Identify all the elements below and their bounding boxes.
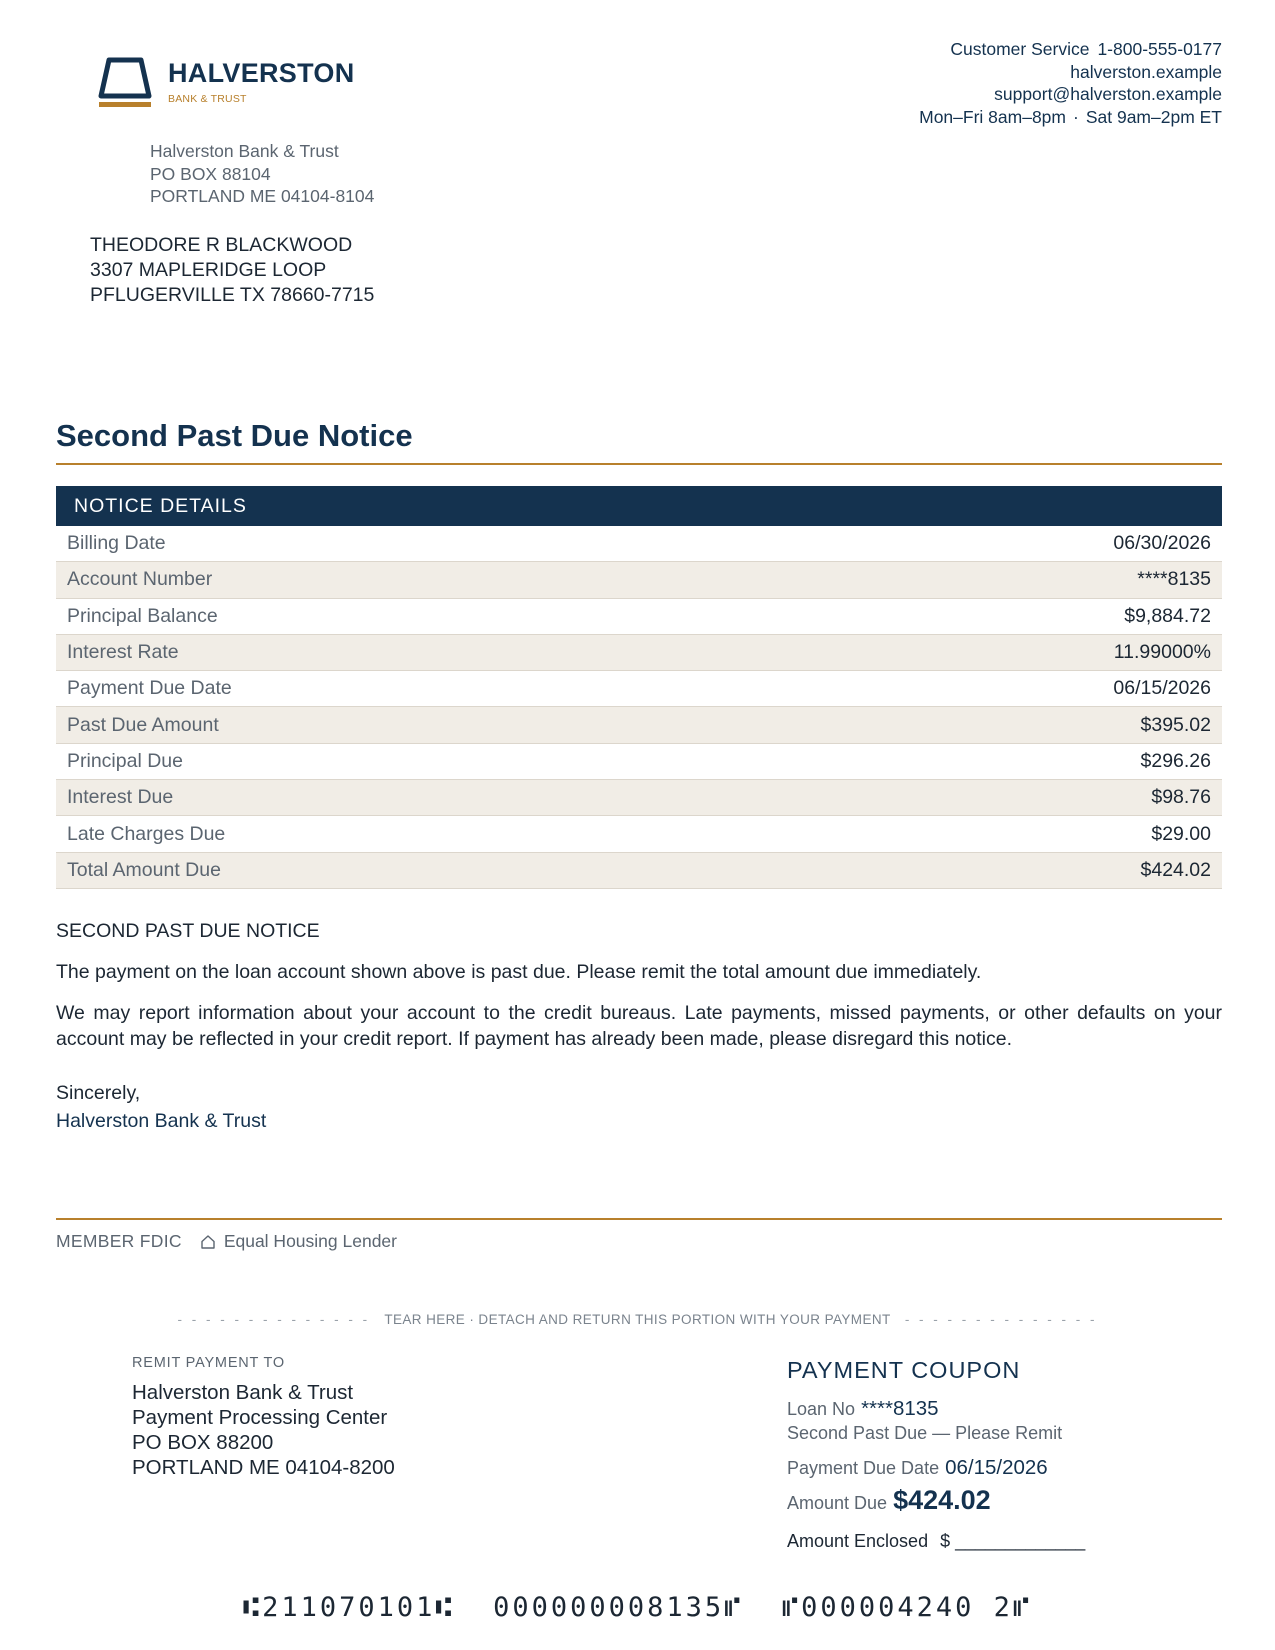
row-value: 06/15/2026: [1113, 677, 1211, 700]
row-value: $395.02: [1140, 713, 1211, 736]
coupon-due-label: Payment Due Date: [787, 1458, 940, 1478]
tear-text: [384, 1312, 890, 1327]
coupon-amount-value: $424.02: [893, 1485, 991, 1515]
tear-dashes: - - - - - - - - - - - - - -: [904, 1312, 1098, 1327]
table-row: [56, 707, 1222, 743]
page-title: Second Past Due Notice: [56, 418, 413, 453]
bank-logo-icon: [97, 56, 153, 112]
remit-label: REMIT PAYMENT TO: [132, 1355, 285, 1371]
tear-line: [0, 1312, 1275, 1327]
tear-instruction: DETACH AND RETURN THIS PORTION WITH YOUR PAYMENT: [478, 1312, 891, 1327]
row-label: Billing Date: [67, 532, 166, 555]
row-label: Account Number: [67, 568, 213, 591]
notice-details-heading: NOTICE DETAILS: [56, 486, 1222, 526]
tear-label: TEAR HERE: [384, 1312, 466, 1327]
table-row: [56, 853, 1222, 889]
equal-housing-label: Equal Housing Lender: [223, 1231, 397, 1251]
hours-saturday: Sat 9am–2pm ET: [1085, 106, 1222, 127]
return-address-line: PO BOX 88104: [150, 163, 271, 184]
coupon-due-value: 06/15/2026: [945, 1456, 1048, 1479]
table-row: [56, 599, 1222, 635]
contact-block: [722, 38, 1222, 128]
notice-details-table: [56, 486, 1222, 889]
body-paragraph: We may report information about your account to the credit bureaus. Late payments, missed payments, or other defaults on your account may be reflected in your credit report. If payment has already been made, please disregard this notice.: [56, 1002, 1222, 1050]
row-label: Total Amount Due: [67, 858, 221, 881]
table-row: [56, 562, 1222, 598]
customer-service-label: Customer Service: [950, 39, 1090, 59]
row-value: $424.02: [1140, 858, 1211, 881]
coupon-due-row: [787, 1456, 1048, 1480]
brand-subtitle: BANK & TRUST: [168, 93, 247, 105]
customer-service-line: [722, 38, 1222, 61]
table-row: [56, 780, 1222, 816]
coupon-enclosed-label: Amount Enclosed: [787, 1531, 929, 1551]
hours-weekday: Mon–Fri 8am–8pm: [919, 106, 1066, 127]
remit-address-line: PORTLAND ME 04104-8200: [132, 1456, 395, 1479]
row-value: ****8135: [1137, 568, 1211, 591]
table-row: [56, 526, 1222, 562]
footer-divider: [56, 1218, 1222, 1220]
tear-dashes: - - - - - - - - - - - - - -: [177, 1312, 371, 1327]
brand-name: HALVERSTON: [168, 58, 355, 88]
table-row: [56, 744, 1222, 780]
row-label: Principal Balance: [67, 604, 218, 627]
fdic-label: MEMBER FDIC: [56, 1231, 182, 1251]
return-address-line: PORTLAND ME 04104-8104: [150, 186, 375, 206]
row-value: 06/30/2026: [1113, 532, 1211, 555]
coupon-loan-value: ****8135: [861, 1397, 939, 1420]
remit-address-line: Halverston Bank & Trust: [132, 1381, 354, 1404]
row-value: $98.76: [1151, 786, 1211, 809]
email-link[interactable]: support@halverston.example: [994, 84, 1222, 104]
title-divider: [56, 463, 1222, 465]
coupon-loan-label: Loan No: [787, 1399, 856, 1419]
row-value: $296.26: [1140, 749, 1211, 772]
row-value: 11.99000%: [1113, 641, 1211, 664]
amount-enclosed-field[interactable]: _____________: [955, 1531, 1086, 1551]
return-address: [150, 140, 374, 208]
body-paragraph: The payment on the loan account shown above is past due. Please remit the total amount due immediately.: [56, 961, 982, 983]
house-icon: [200, 1234, 216, 1250]
coupon-amount-row: [787, 1485, 991, 1516]
remit-address-line: Payment Processing Center: [132, 1406, 388, 1429]
row-value: $29.00: [1151, 822, 1211, 845]
row-label: Payment Due Date: [67, 677, 232, 700]
recipient-name: THEODORE R BLACKWOOD: [90, 234, 353, 256]
coupon-loan-row: [787, 1397, 939, 1421]
recipient-address: [90, 233, 374, 308]
coupon-enclosed-row: [787, 1531, 1085, 1552]
closing: Sincerely,: [56, 1082, 141, 1104]
signer: Halverston Bank & Trust: [56, 1110, 267, 1132]
row-label: Past Due Amount: [67, 713, 219, 736]
row-label: Interest Due: [67, 786, 174, 809]
notice-body: [56, 918, 1222, 1134]
return-address-line: Halverston Bank & Trust: [150, 141, 339, 161]
table-row: [56, 671, 1222, 707]
tear-separator: ·: [469, 1312, 475, 1327]
hours-line: [722, 106, 1222, 129]
coupon-title: PAYMENT COUPON: [787, 1357, 1021, 1383]
coupon-status: Second Past Due — Please Remit: [787, 1423, 1063, 1443]
notice-details-rows: [56, 526, 1222, 889]
body-heading: SECOND PAST DUE NOTICE: [56, 920, 320, 942]
remit-address: [132, 1380, 395, 1480]
recipient-city: PFLUGERVILLE TX 78660-7715: [90, 284, 375, 306]
website-link[interactable]: halverston.example: [1070, 61, 1222, 82]
row-value: $9,884.72: [1124, 604, 1211, 627]
table-row: [56, 816, 1222, 852]
remit-address-line: PO BOX 88200: [132, 1431, 274, 1454]
row-label: Late Charges Due: [67, 822, 226, 845]
row-label: Principal Due: [67, 749, 183, 772]
recipient-street: 3307 MAPLERIDGE LOOP: [90, 259, 327, 281]
row-label: Interest Rate: [67, 641, 179, 664]
footer: [56, 1231, 397, 1252]
customer-service-phone[interactable]: 1-800-555-0177: [1097, 39, 1222, 59]
coupon-amount-label: Amount Due: [787, 1493, 888, 1513]
micr-line: ⑆211070101⑆ 000000008135⑈ ⑈000004240 2⑈: [242, 1592, 1033, 1623]
table-row: [56, 635, 1222, 671]
hours-separator: ·: [1073, 106, 1079, 127]
coupon-enclosed-dollar: $: [940, 1531, 951, 1551]
